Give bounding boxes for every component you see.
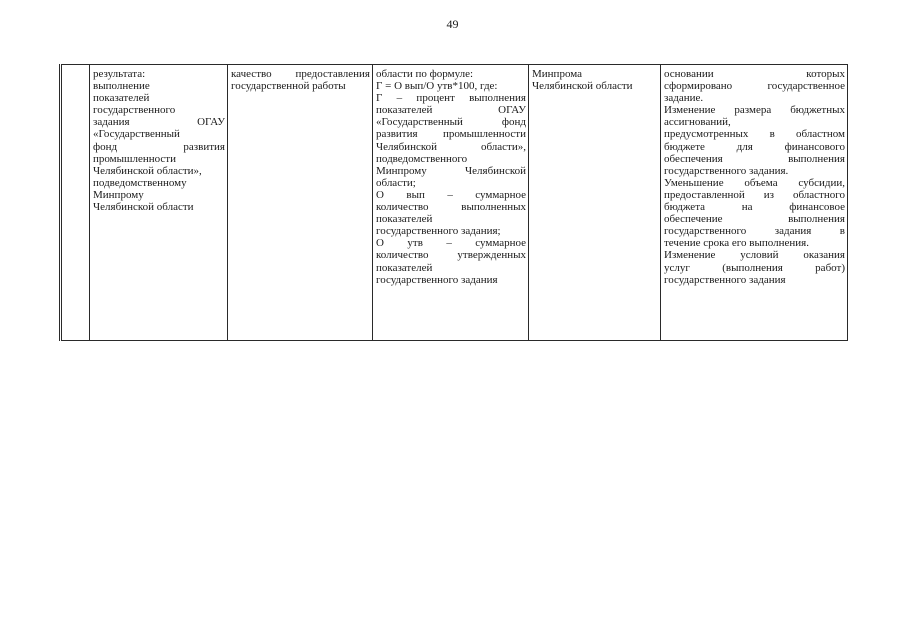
cell-text-line: выполнение bbox=[93, 80, 150, 93]
cell-text-line: государственного задания. bbox=[664, 164, 789, 177]
cell-text-line: Минпрому bbox=[93, 188, 144, 201]
cell-text-line: «Государственный bbox=[93, 128, 180, 141]
cell-text-line: обеспечения выполнения bbox=[664, 152, 845, 165]
cell-text-line: ассигнований, bbox=[664, 116, 731, 129]
cell-text-line: государственной работы bbox=[231, 80, 346, 93]
cell-text-line: результата: bbox=[93, 68, 146, 80]
table-cell-grounds bbox=[661, 65, 848, 341]
cell-text-line: государственного bbox=[93, 104, 176, 117]
cell-text-line: показателей bbox=[376, 213, 433, 226]
cell-text-line: промышленности bbox=[93, 152, 176, 165]
document-table bbox=[59, 64, 848, 341]
cell-text-line: Изменение условий оказания bbox=[664, 249, 845, 262]
cell-text-line: государственного задания bbox=[664, 273, 786, 286]
cell-text-line: Уменьшение объема субсидии, bbox=[664, 176, 845, 189]
cell-text-line: задания ОГАУ bbox=[93, 116, 225, 129]
cell-text-line: Челябинской области», bbox=[93, 164, 202, 177]
cell-text-line: Г – процент выполнения bbox=[376, 92, 526, 105]
cell-text-line: задание. bbox=[664, 92, 704, 105]
cell-text-line: Минпрому Челябинской bbox=[376, 164, 526, 177]
cell-text-line: обеспечение выполнения bbox=[664, 213, 845, 226]
cell-text-line: сформировано государственное bbox=[664, 80, 845, 93]
cell-text-line: количество выполненных bbox=[376, 201, 526, 214]
cell-text-line: бюджета на финансовое bbox=[664, 201, 845, 214]
table-cell-formula bbox=[373, 65, 529, 341]
cell-text-line: течение срока его выполнения. bbox=[664, 237, 809, 250]
cell-text-line: количество утвержденных bbox=[376, 249, 526, 262]
cell-text-line: государственного задания; bbox=[376, 225, 501, 238]
cell-text-line: Челябинской области», bbox=[376, 140, 526, 153]
cell-text-line: области; bbox=[376, 176, 416, 189]
cell-text-line: Изменение размера бюджетных bbox=[664, 104, 845, 117]
cell-text-line: показателей bbox=[93, 92, 150, 105]
table-cell-result-indicator bbox=[90, 65, 228, 341]
page-number: 49 bbox=[446, 17, 459, 31]
cell-text-line: развития промышленности bbox=[376, 128, 526, 141]
table-cell-row-number bbox=[61, 65, 90, 341]
cell-text-line: О вып – суммарное bbox=[376, 188, 526, 201]
cell-text-line: «Государственный фонд bbox=[376, 116, 526, 129]
cell-text-line: подведомственному bbox=[93, 176, 187, 189]
cell-text-line: государственного задания в bbox=[664, 225, 845, 238]
cell-text-line: Челябинской области bbox=[93, 201, 194, 214]
table-cell-responsible bbox=[529, 65, 661, 341]
cell-text-line: области по формуле: bbox=[376, 68, 474, 80]
cell-text-line: Г = О вып/О утв*100, где: bbox=[376, 80, 498, 93]
cell-text-line: показателей ОГАУ bbox=[376, 104, 526, 117]
cell-text-line: государственного задания bbox=[376, 273, 498, 286]
cell-text-line: услуг (выполнения работ) bbox=[664, 261, 845, 274]
cell-text-line: показателей bbox=[376, 261, 433, 274]
cell-text-line: Минпрома bbox=[532, 68, 582, 80]
table-cell-quality bbox=[228, 65, 373, 341]
cell-text-line: основании которых bbox=[664, 68, 845, 80]
cell-text-line: подведомственного bbox=[376, 152, 468, 165]
cell-text-line: О утв – суммарное bbox=[376, 237, 526, 250]
cell-text-line: бюджете для финансового bbox=[664, 140, 845, 153]
table-row bbox=[61, 65, 848, 341]
cell-text-line: фонд развития bbox=[93, 140, 225, 153]
cell-text-line: Челябинской области bbox=[532, 80, 633, 93]
cell-text-line: предусмотренных в областном bbox=[664, 128, 845, 141]
cell-text-line: предоставленной из областного bbox=[664, 188, 845, 201]
cell-text-line: качество предоставления bbox=[231, 68, 370, 80]
